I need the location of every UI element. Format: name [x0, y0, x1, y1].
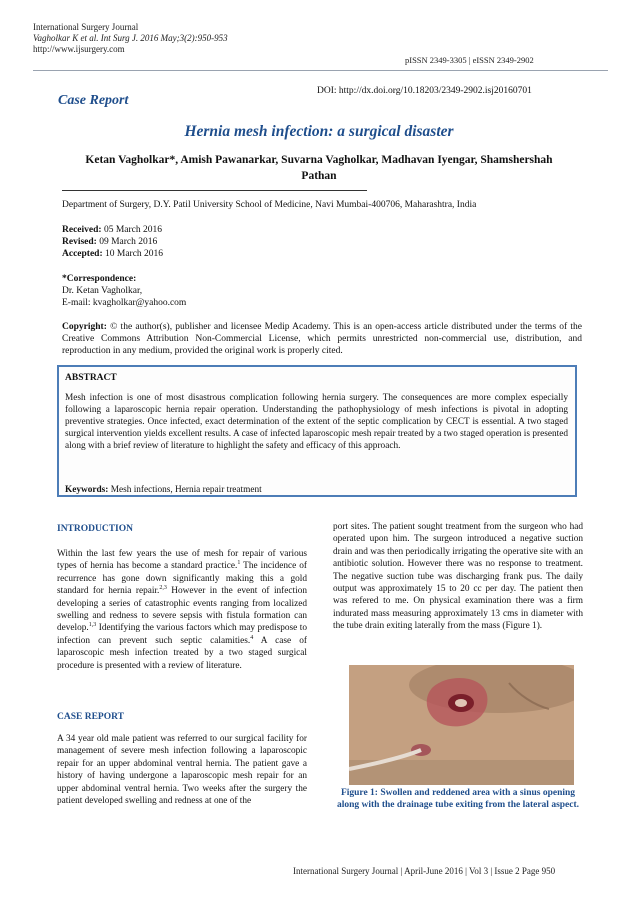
header-divider	[33, 70, 608, 71]
author-list: Ketan Vagholkar*, Amish Pawanarkar, Suvarna Vagholkar, Madhavan Iyengar, Shamshershah Pathan	[85, 154, 553, 182]
sinus-center	[455, 699, 467, 707]
keywords: Keywords: Mesh infections, Hernia repair treatment	[65, 485, 262, 495]
citation: Vagholkar K et al. Int Surg J. 2016 May;3(2):950-953	[33, 33, 228, 43]
revised-date: Revised: 09 March 2016	[62, 237, 158, 247]
case-report-text: A 34 year old male patient was referred to our surgical facility for management of severe mesh infection following a laparoscopic repair for an upper abdominal ventral hernia. The patient gave a history of having undergone a laparoscopic mesh repair for an upper abdominal ventral hernia. Two weeks after the surgery the patient developed swelling and redness at one of the	[57, 734, 307, 807]
photo-lower-band	[349, 760, 574, 785]
authors-divider	[62, 190, 367, 191]
received-date: Received: 05 March 2016	[62, 225, 162, 235]
clinical-photo	[349, 665, 574, 785]
journal-name: International Surgery Journal	[33, 22, 139, 32]
case-report-heading: CASE REPORT	[57, 712, 124, 722]
doi-link[interactable]: DOI: http://dx.doi.org/10.18203/2349-2902.isj20160701	[317, 86, 532, 96]
figure-caption: Figure 1: Swollen and reddened area with a sinus opening along with the drainage tube exiting from the lateral aspect.	[336, 788, 580, 811]
introduction-text: Within the last few years the use of mesh for repair of various types of hernia has become a standard practice.$^1$ The incidence of recurrence has gone down significantly making this a gold standard for hernia repair.$^{2,3}$ However in the event of infection developing a series of catastrophic events ranging from localized swelling and redness to severe sepsis with fistula formation can develop.$^{1,3}$ Identifying the various factors which may predispose to infection can prevent such septic calamities.$^4$ A case of laparoscopic mesh infection treated by a two staged surgical procedure is presented with a review of literature.	[57, 549, 308, 671]
accepted-date: Accepted: 10 March 2016	[62, 249, 164, 259]
article-title: Hernia mesh infection: a surgical disaster	[184, 123, 454, 140]
correspondence-name: Dr. Ketan Vagholkar,	[62, 286, 143, 296]
page-footer: International Surgery Journal | April-June 2016 | Vol 3 | Issue 2 Page 950	[293, 866, 556, 876]
affiliation: Department of Surgery, D.Y. Patil University School of Medicine, Navi Mumbai-400706, Maharashtra, India	[62, 200, 477, 210]
wound-photo-illustration	[349, 665, 574, 785]
introduction-heading: INTRODUCTION	[57, 524, 134, 534]
article-type: Case Report	[58, 93, 129, 108]
abstract-text: Mesh infection is one of most disastrous complication following hernia surgery. The consequences are more complex especially following a laparoscopic hernia repair operation. Understanding the pathophysiology of mesh infections is pivotal in adopting preventive strategies. Once infected, exact determination of the extent of the septic complication by CECT is essential. A two staged surgical intervention yields excellent results. A case of infected laparoscopic mesh repair treated by a two staged operation is presented along with a brief review of literature to highlight the safety and efficacy of this approach.	[65, 393, 568, 451]
copyright-notice: Copyright: © the author(s), publisher and licensee Medip Academy. This is an open-access article distributed under the terms of the Creative Commons Attribution Non-Commercial License, which permits unrestricted non-commercial use, distribution, and reproduction in any medium, provided the original work is properly cited.	[62, 322, 583, 356]
journal-url[interactable]: http://www.ijsurgery.com	[33, 44, 125, 54]
correspondence-label: *Correspondence:	[62, 274, 137, 284]
abstract-heading: ABSTRACT	[65, 373, 117, 383]
case-report-continued: port sites. The patient sought treatment from the surgeon who had operated upon him. The surgeon introduced a negative suction drain and was then periodically irrigating the operative site with an antibiotic solution. However there was no response to treatment. The negative suction tube was discharging frank pus. The daily output was approximately 15 to 20 cc per day. The patient then was refered to me. On physical examination there was a firm indurated mass measuring approximately 13 cms in diameter with the tube drain exiting laterally from the mass (Figure 1).	[333, 522, 583, 632]
correspondence-email[interactable]: E-mail: kvagholkar@yahoo.com	[62, 298, 187, 308]
issn: pISSN 2349-3305 | eISSN 2349-2902	[405, 55, 534, 65]
